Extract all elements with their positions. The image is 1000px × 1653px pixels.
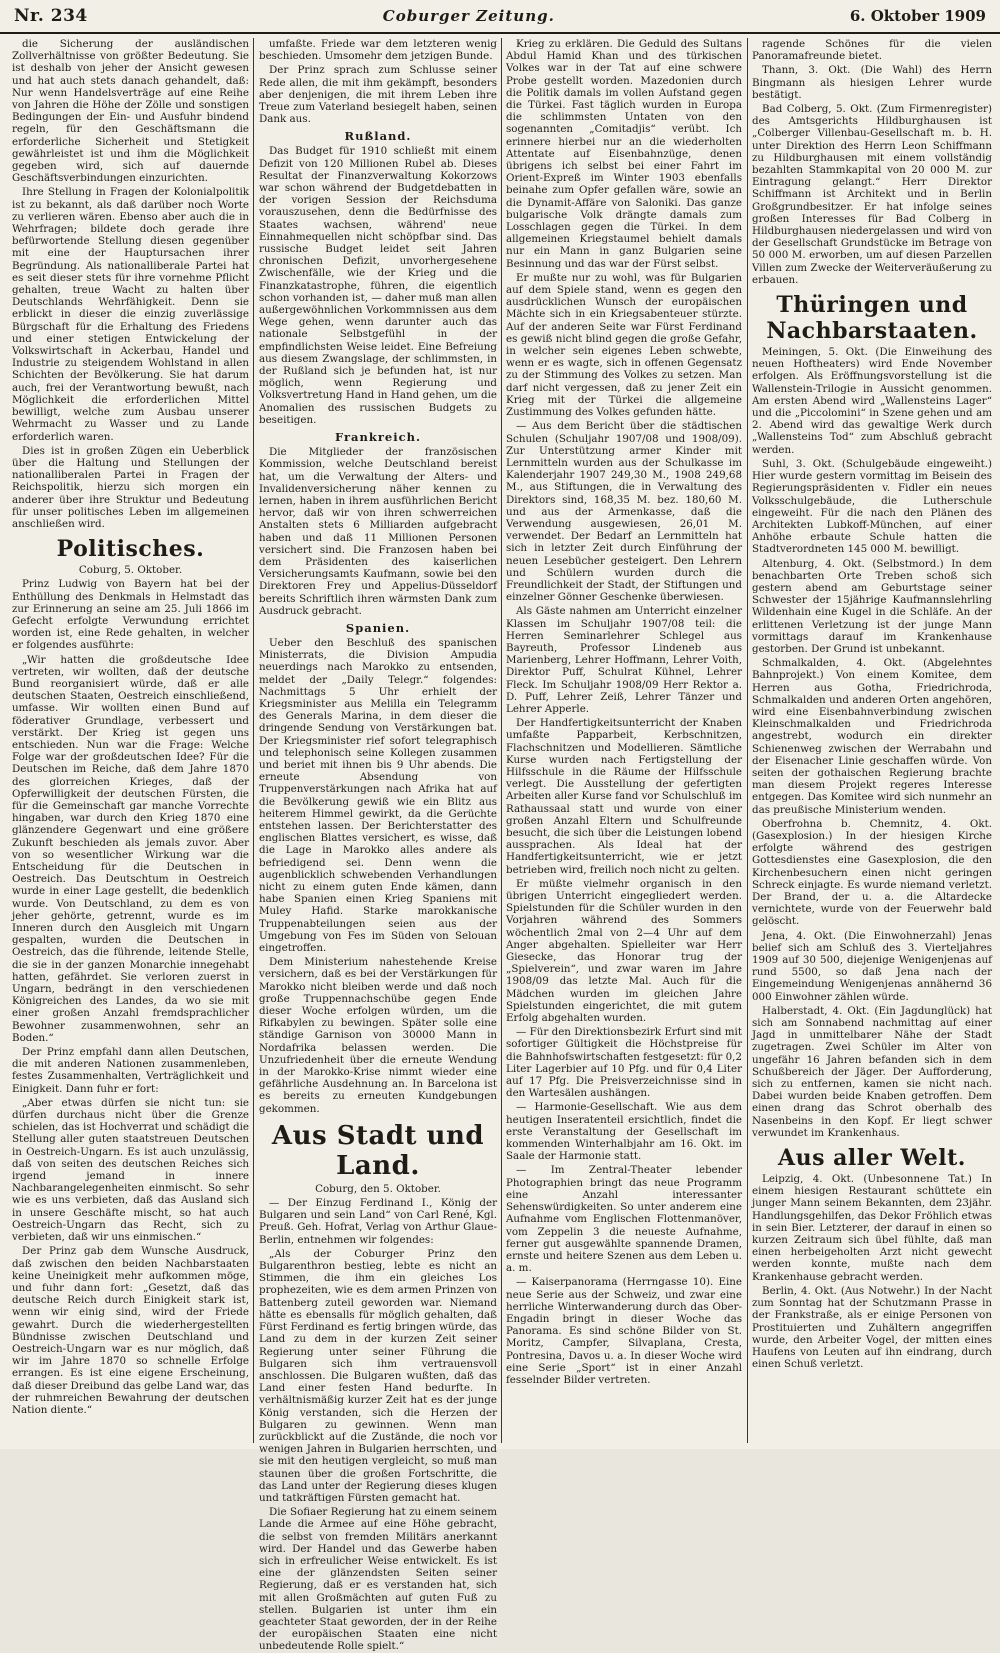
column-rule — [501, 38, 502, 1443]
article-paragraph: „Als der Coburger Prinz den Bulgarenthron bestieg, lebte es nicht an Stimmen, die ihm ein gleiches Los prophezeiten, wie es dem armen Prinzen von Battenberg zuteil geworden war. Niemand hätte es ebensalls für möglich gehalten, daß Fürst Ferdinand es fertig bringen würde, das Land zu dem in der kurzen Zeit seiner Regierung unter seiner Führung die Bulgaren sich ihm vertrauensvoll anschlossen. Die Bulgaren wußten, daß das Land einer festen Hand bedurfte. In verhältnismäßig kurzer Zeit hat es der junge König verstanden, sich die Herzen der Bulgaren zu gewinnen. Wenn man zurückblickt auf die Zustände, die noch vor wenigen Jahren in Bulgarien herrschten, und sie mit den heutigen vergleicht, so muß man staunen über die großen Fortschritte, die das Land unter der Regierung dieses klugen und tatkräftigen Fürsten gemacht hat. — [259, 1247, 497, 1504]
section-heading: Thüringen und Nachbarstaaten. — [766, 292, 978, 345]
masthead — [0, 0, 1000, 34]
article-paragraph: Dem Ministerium nahestehende Kreise versichern, daß es bei der Verstärkungen für Marokko nicht bleiben werde und daß noch große Truppennachschübe gegen Ende dieser Woche erfolgen würden, um die Rifkabylen zu bewingen. Später solle eine ständige Garnison von 30000 Mann in Nordafrika belassen werden. Die Unzufriedenheit über die erneute Wendung in der Marokko-Krise nimmt wieder eine gefährliche Ausdehnung an. In Barcelona ist es bereits zu erneuten Kundgebungen gekommen. — [259, 956, 497, 1115]
article-paragraph: „Aber etwas dürfen sie nicht tun: sie dürfen durchaus nicht über die Grenze schielen, das ist Hochverrat und schädigt die Stellung aller guten staatstreuen Deutschen in Oestreich-Ungarn. Es ist auch unzulässig, daß von seiten des deutschen Reiches sich irgend jemand in innere Nachbarangelegenheiten einmischt. So sehr wie es uns verbieten, daß das Ausland sich in unsere Geschäfte mischt, so hat auch Oestreich-Ungarn das Recht, sich zu verbieten, daß wir uns einmischen.“ — [12, 1096, 249, 1244]
article-paragraph: Die Mitglieder der französischen Kommission, welche Deutschland bereist hat, um die Verwaltung der Alters- und Invalidenversicherung näher kennen zu lernen, haben in ihrem ausführlichen Bericht hervor, daß wir von ihren schwerreichen Anstalten stets 6 Milliarden aufgebracht haben und daß 11 Millionen Personen versichert sind. Die Franzosen haben bei dem Präsidenten des kaiserlichen Versicherungsamts Kaufmann, sowie bei den Direktoren Frey und Appelius-Düsseldorf bereits Schriftlich ihren wärmsten Dank zum Ausdruck gebracht. — [259, 446, 497, 617]
section-heading: Politisches. — [56, 536, 205, 563]
article-paragraph: Der Prinz gab dem Wunsche Ausdruck, daß zwischen den beiden Nachbarstaaten keine Uneinigkeit mehr aufkommen möge, und fuhr dann fort: „Gesetzt, daß das deutsche Reich durch Einigkeit stark ist, wenn wir einig sind, wird der Friede gewahrt. Durch die wiederhergestellten Bündnisse zwischen Deutschland und Oestreich-Ungarn war es nur möglich, daß wir im Jahre 1870 so schnelle Erfolge errangen. Es ist eine eigene Erscheinung, daß dieser Dreibund das gelbe Land war, das der ruhmreichen Bewahrung der deutschen Nation diente.“ — [12, 1245, 249, 1416]
article-paragraph: Suhl, 3. Okt. (Schulgebäude eingeweiht.) Hier wurde gestern vormittag im Beisein des Regierungspräsidenten v. Fidler ein neues Volksschulgebäude, die Lutherschule eingeweiht. Für die nach den Plänen des Architekten Lubkoff-München, auf einer Anhöhe erbaute Schule hatten die Stadtverordneten 145 000 M. bewilligt. — [752, 457, 992, 556]
article-paragraph: umfaßte. Friede war dem letzteren wenig beschieden. Umsomehr dem jetzigen Bunde. — [259, 38, 497, 63]
article-paragraph: Leipzig, 4. Okt. (Unbesonnene Tat.) In einem hiesigen Restaurant schüttete ein junger Mann seinem Bekannten, dem 23jähr. Handlungsgehilfen, das Dekor Fröhlich etwas in sein Bier. Letzterer, der darauf in einen so kurzen Zeitraum sich übel fühlte, daß man einen herbeigeholten Arzt nicht gewecht werden konnte, mußte nach dem Krankenhause gebracht werden. — [752, 1173, 992, 1283]
section-heading: Aus aller Welt. — [778, 1145, 966, 1172]
article-paragraph: ragende Schönes für die vielen Panoramafreunde bietet. — [752, 38, 992, 63]
article-paragraph: Halberstadt, 4. Okt. (Ein Jagdunglück) hat sich am Sonnabend nachmittag auf einer Jagd in unmittelbarer Nähe der Stadt zugetragen. Zwei Schüler im Alter von ungefähr 16 Jahren befanden sich in dem Schußbereich der Jäger. Der Aufforderung, sich zu entfernen, kamen sie nicht nach. Dabei wurden beide Knaben getroffen. Dem einen drang das Schrot oberhalb des Nasenbeins in den Kopf. Er liegt schwer verwundet im Krankenhaus. — [752, 1004, 992, 1139]
article-paragraph: Krieg zu erklären. Die Geduld des Sultans Abdul Hamid Khan und des türkischen Volkes war in der Tat auf eine schwere Probe gestellt worden. Mazedonien durch die Politik damals im vollen Aufstand gegen die Türkei. Fast täglich wurden in Europa die schlimmsten Untaten von den sogenannten „Comitadjis“ verübt. Ich erinnere hierbei nur an die wiederholten Attentate auf Eisenbahnzüge, denen übrigens ich selbst bei einer Fahrt im Orient-Expreß im Winter 1903 ebenfalls beinahe zum Opfer gefallen wäre, sowie an die Dynamit-Affäre von Saloniki. Das ganze bulgarische Volk drängte damals zum Losschlagen gegen die Türkei. In dem allgemeinen Kriegstaumel behielt damals nur ein Mann in ganz Bulgarien seine Besinnung und das war der Fürst selbst. — [506, 38, 742, 270]
article-paragraph: Dies ist in großen Zügen ein Ueberblick über die Haltung und Stellungen der nationalliberalen Partei in Fragen der Reichspolitik, hierzu sich morgen ein anderer über ihre Struktur und Bedeutung für unser politisches Leben im allgemeinen anschließen wird. — [12, 444, 249, 530]
article-paragraph: — Kaiserpanorama (Herrngasse 10). Eine neue Serie aus der Schweiz, und zwar eine herrliche Winterwanderung durch das Ober-Engadin bringt in dieser Woche das Panorama. Es sind schöne Bilder von St. Moritz, Campfer, Silvaplana, Cresta, Pontresina, Davos u. a. In dieser Woche wird eine Serie „Sport“ ist in einer Anzahl fesselnder Bilder vertreten. — [506, 1276, 742, 1386]
article-paragraph: Schmalkalden, 4. Okt. (Abgelehntes Bahnprojekt.) Von einem Komitee, dem Herren aus Gotha, Friedrichroda, Schmalkalden und anderen Orten angehören, wird eine Eisenbahnverbindung zwischen Kleinschmalkalden und Friedrichroda angestrebt, wodurch ein direkter Schienenweg zwischen der Werrabahn und der Eisenacher Linie geschaffen würde. Von seiten der gothaischen Regierung brachte man diesem Projekt regeres Interesse entgegen. Das Komitee wird sich nunmehr an das preußische Ministerium wenden. — [752, 657, 992, 816]
article-paragraph: Jena, 4. Okt. (Die Einwohnerzahl) Jenas belief sich am Schluß des 3. Vierteljahres 1909 auf 30 500, diejenige Wenigenjenas auf rund 5500, so daß Jena nach der Eingemeindung Wenigenjenas annähernd 36 000 Einwohner zählen würde. — [752, 929, 992, 1003]
article-paragraph: Der Handfertigkeitsunterricht der Knaben umfaßte Papparbeit, Kerbschnitzen, Flachschnitzen und Modellieren. Sämtliche Kurse wurden nach Fertigstellung der Hilfsschule in die Räume der Hilfsschule verlegt. Die Ausstellung der gefertigten Arbeiten aller Kurse fand vor Schulschluß im Rathaussaal statt und wurde von einer großen Anzahl Eltern und Schulfreunde besucht, die sich über die Leistungen lobend aussprachen. Als Ideal hat der Handfertigkeitsunterricht, wie er jetzt betrieben wird, freilich noch nicht zu gelten. — [506, 717, 743, 876]
dateline: Coburg, 5. Oktober. — [78, 564, 183, 577]
column-2 — [259, 38, 497, 1653]
article-paragraph: Ihre Stellung in Fragen der Kolonialpolitik ist zu bekannt, als daß darüber noch Worte zu verlieren wären. Ebenso aber auch die in Wehrfragen; bildete doch gerade ihre befürwortende Stellung diesen gegenüber mit eine der Hauptursachen ihrer Begründung. Als nationalliberale Partei hat es seit dieser stets für ihre vornehme Pflicht gehalten, treue Wacht zu halten über Deutschlands Wehrfähigkeit. Denn sie erblickt in dieser die einzig zuverlässige Bürgschaft für die Erhaltung des Friedens und einer stetigen Entwickelung der Volkswirtschaft in Ackerbau, Handel und Industrie zu steigendem Wohlstand in allen Schichten der Bevölkerung. Sie hat darum auch, frei der Verantwortung bewußt, nach Möglichkeit die erforderlichen Mittel bewilligt, welche zum Ausbau unserer Wehrmacht zu Wasser und zu Lande erforderlich waren. — [12, 186, 249, 443]
column-1 — [12, 38, 249, 1443]
subsection-heading: Rußland. — [344, 129, 412, 144]
column-4 — [752, 38, 992, 1443]
article-paragraph: Ueber den Beschluß des spanischen Ministerrats, die Division Ampudia neuerdings nach Marokko zu entsenden, meldet der „Daily Telegr.“ folgendes: Nachmittags 5 Uhr erhielt der Kriegsminister aus Melilla ein Telegramm des Generals Marina, in dem dieser die dringende Sendung von Verstärkungen bat. Der Kriegsminister rief sofort telegraphisch und telephonisch seine Kollegen zusammen und beriet mit ihnen bis 9 Uhr abends. Die erneute Absendung von Truppenverstärkungen nach Afrika hat auf die Bevölkerung gewiß wie ein Blitz aus heiterem Himmel gewirkt, da die Gerüchte entstehen lassen. Der Berichterstatter des englischen Blattes versichert, es wisse, daß die Lage in Marokko alles andere als befriedigend sei. Denn wenn die augenblicklich schwebenden Verhandlungen nicht zu einem guten Ende kämen, dann habe Spanien einen Krieg Spaniens mit Muley Hafid. Starke marokkanische Truppenabteilungen seien aus der Umgebung von Fes im Süden von Selouan eingetroffen. — [259, 636, 497, 955]
article-paragraph: Thann, 3. Okt. (Die Wahl) des Herrn Bingmann als hiesigen Lehrer wurde bestätigt. — [752, 64, 992, 101]
article-paragraph: — Aus dem Bericht über die städtischen Schulen (Schuljahr 1907/08 und 1908/09). Zur Unterstützung armer Kinder mit Lernmitteln wurden aus der Schulkasse im Kalenderjahr 1907 249,30 M., 1908 249,68 M., aus Stiftungen, die in Verwaltung des Direktors sind, 168,35 M. bez. 180,60 M. und aus der Armenkasse, daß die Verwendung ausgewiesen, 26,01 M. verwendet. Der Bedarf an Lernmitteln hat sich in letzter Zeit durch Einführung der neuen Lesebücher gesteigert. Den Lehrern und Schülern wurden durch die Freundlichkeit der Stadt, der Stiftungen und einzelner Gönner Geschenke überwiesen. — [506, 420, 742, 604]
subsection-heading: Frankreich. — [335, 430, 421, 445]
article-paragraph: Meiningen, 5. Okt. (Die Einweihung des neuen Hoftheaters) wird Ende November erfolgen. Als Eröffnungsvorstellung ist die Wallenstein-Trilogie in Aussicht genommen. Am ersten Abend wird „Wallensteins Lager“ und die „Piccolomini“ in Szene gehen und am 2. Abend wird das gewaltige Werk durch „Wallensteins Tod“ zum Abschluß gebracht werden. — [752, 346, 992, 456]
article-paragraph: „Wir hatten die großdeutsche Idee vertreten, wir wollten, daß der deutsche Bund reorganisiert würde, daß er alle deutschen Staaten, Oestreich einschließend, umfasse. Wir wollten einen Bund auf föderativer Grundlage, verbessert und verstärkt. Der Krieg ist gegen uns entschieden. Nun war die Frage: Welche Folge war der großdeutschen Idee? Für die Deutschen im Reiche, daß dem Jahre 1870 des glorreichen Krieges, daß der Opferwilligkeit der deutschen Fürsten, die für die Gemeinschaft gar manche Vorrechte hingaben, war durch den Krieg 1870 eine glänzendere Gegenwart und eine größere Zukunft beschieden als jemals zuvor. Aber von so wesentlicher Wirkung war die Entscheidung für die Deutschen in Oestreich. Das Deutschtum in Oestreich wurde in einer Lage gestellt, die bedenklich wurde. Von Deutschland, zu dem es von jeher gehörte, getrennt, wurde es im Inneren durch den Ausgleich mit Ungarn gespalten, wurden die Deutschen in Oestreich, das die führende, leitende Stelle, die sie in der ganzen Monarchie innegehabt hatten, gefährdet. Sie verloren zuerst in Ungarn, bedrängt in den verschiedenen Königreichen des Landes, da wo sie mit einer großen Anzahl fremdsprachlicher Bewohner zusammenwohnen, sehr an Boden.“ — [12, 653, 249, 1044]
column-rule — [747, 38, 748, 1443]
article-paragraph: Die Sofiaer Regierung hat zu einem seinem Lande die Armee auf eine Höhe gebracht, die selbst von fremden Militärs anerkannt wird. Der Handel und das Gewerbe haben sich in erfreulicher Weise entwickelt. Es ist eine der glänzendsten Seiten seiner Regierung, daß er es verstanden hat, sich mit allen Großmächten auf guten Fuß zu stellen. Bulgarien ist unter ihm ein geachteter Staat geworden, der in der Reihe der europäischen Staaten eine nicht unbedeutende Rolle spielt.“ — [259, 1506, 497, 1653]
article-paragraph: Als Gäste nahmen am Unterricht einzelner Klassen im Schuljahr 1907/08 teil: die Herren Seminarlehrer Schlegel aus Bayreuth, Professor Lindeneb aus Marienberg, Lehrer Hoffmann, Lehrer Voith, Direktor Puff, Schulrat Kühnel, Lehrer Fleck. Im Schuljahr 1908/09 Herr Rektor a. D. Puff, Lehrer Zeiß, Lehrer Tänzer und Lehrer Apperle. — [506, 605, 742, 715]
article-paragraph: — Für den Direktionsbezirk Erfurt sind mit sofortiger Gültigkeit die Höchstpreise für die Bahnhofswirtschaften festgesetzt: für 0,2 Liter Lagerbier auf 10 Pfg. und für 0,4 Liter auf 17 Pfg. Die Preisverzeichnisse sind in den Wartesälen aushängen. — [506, 1026, 742, 1100]
subsection-heading: Spanien. — [345, 620, 411, 635]
article-paragraph: Er müßte vielmehr organisch in den übrigen Unterricht eingegliedert werden. Spielstunden für die Schüler wurden in den Vorjahren während des Sommers wöchentlich 2mal von 2—4 Uhr auf dem Anger abgehalten. Spielleiter war Herr Giesecke, das Honorar trug der „Spielverein“, und zwar waren im Jahre 1908/09 das letzte Mal. Auch für die Mädchen wurden im gleichen Jahre Spielstunden eingerichtet, die mit gutem Erfolg abgehalten wurden. — [506, 877, 742, 1025]
article-paragraph: Der Prinz sprach zum Schlusse seiner Rede allen, die mit ihm gekämpft, besonders aber denjenigen, die mit ihrem Leben ihre Treue zum Vaterland besiegelt haben, seinen Dank aus. — [259, 64, 497, 126]
section-heading: Aus Stadt und Land. — [271, 1120, 485, 1181]
page-number: Nr. 234 — [14, 6, 88, 26]
article-paragraph: — Harmonie-Gesellschaft. Wie aus dem heutigen Inseratenteil ersichtlich, findet die erste Veranstaltung der Gesellschaft im kommenden Winterhalbjahr am 16. Okt. im Saale der Harmonie statt. — [506, 1101, 742, 1163]
newspaper-title: Coburger Zeitung. — [382, 7, 555, 25]
article-paragraph: — Im Zentral-Theater lebender Photographien bringt das neue Programm eine Anzahl interessanter Sehenswürdigkeiten. So unter anderem eine Aufnahme vom Englischen Flottenmanöver, vom Zeppelin 3 die neueste Aufnahme, ferner gut ausgewählte spannende Dramen, ernste und heitere Szenen aus dem Leben u. a. m. — [506, 1164, 742, 1275]
article-paragraph: Altenburg, 4. Okt. (Selbstmord.) In dem benachbarten Orte Treben schoß sich gestern abend am Geburtstage seiner Schwester der 15jährige Kaufmannslehrling Wildenhain eine Kugel in die Schläfe. An der erlittenen Verletzung ist der junge Mann vormittags darauf im Krankenhause gestorben. Der Grund ist unbekannt. — [752, 557, 992, 655]
article-paragraph: — Der Einzug Ferdinand I., König der Bulgaren und sein Land“ von Carl René, Kgl. Preuß. Geh. Hofrat, Verlag von Arthur Glaue-Berlin, entnehmen wir folgendes: — [259, 1197, 497, 1246]
article-paragraph: Der Prinz empfahl dann allen Deutschen, die mit anderen Nationen zusammenleben, festes Zusammenhalten, Verträglichkeit und Einigkeit. Dann fuhr er fort: — [12, 1046, 249, 1095]
issue-date: 6. Oktober 1909 — [849, 7, 986, 25]
article-paragraph: Berlin, 4. Okt. (Aus Notwehr.) In der Nacht zum Sonntag hat der Schutzmann Prasse in der Frankstraße, als er einige Personen von Prostituierten und Zuhältern angegriffen wurde, den Arbeiter Vogel, der mitten eines Haufens von Leuten auf ihn eindrang, durch einen Schuß verletzt. — [752, 1284, 992, 1371]
dateline: Coburg, den 5. Oktober. — [315, 1182, 441, 1195]
column-3 — [506, 38, 742, 1443]
article-paragraph: Prinz Ludwig von Bayern hat bei der Enthüllung des Denkmals in Helmstadt das zur Erinnerung an seine am 25. Juli 1866 im Gefecht erfolgte Verwundung errichtet worden ist, eine Rede gehalten, in welcher er folgendes ausführte: — [12, 578, 249, 652]
article-paragraph: die Sicherung der ausländischen Zollverhältnisse von größter Bedeutung. Sie ist deshalb von jeher der Ansicht gewesen und hat auch stets danach gehandelt, daß: Nur wenn Handelsverträge auf eine Reihe von Jahren die Höhe der Zölle und sonstigen Bedingungen der Ein- und Ausfuhr bindend regeln, für den Geschäftsmann die erforderliche Sicherheit und Stetigkeit gewährleistet ist und ihm die Möglichkeit gegeben wird, sich auf dauernde Geschäftsverbindungen einzurichten. — [12, 38, 249, 185]
article-paragraph: Oberfrohna b. Chemnitz, 4. Okt. (Gasexplosion.) In der hiesigen Kirche erfolgte während des gestrigen Gottesdienstes eine Gasexplosion, die den Kirchenbesuchern einen nicht geringen Schreck einjagte. Es wurde niemand verletzt. Der Brand, der u. a. die Altardecke vernichtete, wurde von der Feuerwehr bald gelöscht. — [752, 817, 992, 928]
column-rule — [253, 38, 254, 1443]
article-paragraph: Er mußte nur zu wohl, was für Bulgarien auf dem Spiele stand, wenn es gegen den ausdrücklichen Wunsch der europäischen Mächte sich in ein Kriegsabenteuer stürzte. Auf der anderen Seite war Fürst Ferdinand es gewiß nicht blind gegen die große Gefahr, in welcher sein eigenes Leben schwebte, wenn er es wagte, sich in offenen Gegensatz zu der Stimmung des Volkes zu setzen. Man darf nicht vergessen, daß zu jener Zeit ein Krieg mit der Türkei die allgemeine Zustimmung des Volkes gefunden hätte. — [506, 271, 742, 419]
article-paragraph: Das Budget für 1910 schließt mit einem Defizit von 120 Millionen Rubel ab. Dieses Resultat der Finanzverwaltung Kokorzows war schon während der Budgetdebatten in der vorigen Session der Reichsduma vorauszusehen, denn die Bedürfnisse des Staates wachsen, während' neue Einnahmequellen nicht schöpfbar sind. Das russische Budget leidet seit Jahren chronischen Defizit, unvorhergesehene Zwischenfälle, wie der Krieg und die Finanzkatastrophe, führen, die eigentlich schon vorhanden ist, — daher muß man allen außergewöhnlichen Vorkommnissen aus dem Wege gehen, wenn darunter auch das nationale Selbstgefühl in der empfindlichsten Weise leidet. Eine Befreiung aus diesem Zwangslage, der schlimmsten, in der Rußland sich je befunden hat, ist nur möglich, wenn Regierung und Volksvertretung Hand in Hand gehen, um die Anomalien des russischen Budgets zu beseitigen. — [259, 145, 497, 426]
article-paragraph: Bad Colberg, 5. Okt. (Zum Firmenregister) des Amtsgerichts Hildburghausen ist „Colberger Villenbau-Gesellschaft m. b. H. unter Direktion des Herrn Leon Schiffmann zu Hildburghausen mit einem vollständig bezahlten Stammkapital von 20 000 M. zur Eintragung gelangt.“ Herr Direktor Schiffmann ist Architekt und in Berlin Großgrundbesitzer. Er hat infolge seines großen Interesses für Bad Colberg in Hildburghausen niedergelassen und wird von der Gesellschaft Grundstücke im Betrage von 50 000 M. erworben, um auf diesen Parzellen Villen zum Zwecke der Weiterveräußerung zu erbauen. — [752, 103, 992, 286]
